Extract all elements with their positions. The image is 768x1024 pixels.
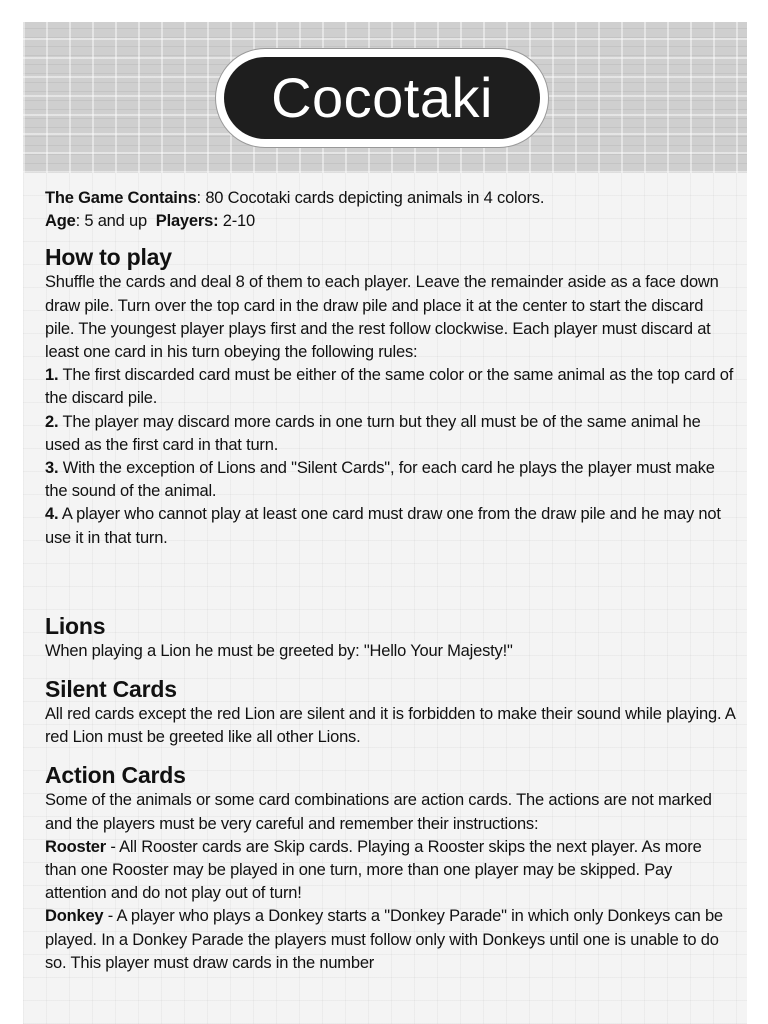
action-card-name: Rooster xyxy=(45,837,106,856)
action-cards-heading: Action Cards xyxy=(45,762,186,789)
silent-cards-heading: Silent Cards xyxy=(45,676,177,703)
rule-number: 3. xyxy=(45,459,59,478)
rules-content xyxy=(45,187,735,975)
lions-heading: Lions xyxy=(45,612,106,639)
players-text: 2-10 xyxy=(218,212,255,231)
rule-item xyxy=(45,411,735,457)
rule-number: 1. xyxy=(45,366,59,385)
rule-text: The first discarded card must be either of the same color or the same animal as the top card of the discard pile. xyxy=(45,366,734,408)
silent-cards-text: All red cards except the red Lion are silent and it is forbidden to make their sound while playing. A red Lion must be greeted like all other Lions. xyxy=(45,705,735,747)
action-card-name: Donkey xyxy=(45,907,104,926)
rule-number: 4. xyxy=(45,505,59,524)
rule-text: With the exception of Lions and "Silent Cards", for each card he plays the player must make the sound of the animal. xyxy=(45,459,715,501)
age-players-line xyxy=(45,210,735,233)
rule-text: A player who cannot play at least one card must draw one from the draw pile and he may not use it in that turn. xyxy=(45,505,721,547)
action-card-item xyxy=(45,905,735,975)
lions-text: When playing a Lion he must be greeted by: "Hello Your Majesty!" xyxy=(45,641,513,660)
action-card-text: - All Rooster cards are Skip cards. Playing a Rooster skips the next player. As more than one Rooster may be played in one turn, more than one player may be skipped. Pay attention and do not play out of turn! xyxy=(45,837,702,903)
age-text: : 5 and up xyxy=(75,212,147,231)
rule-item xyxy=(45,457,735,503)
rule-text: The player may discard more cards in one turn but they all must be of the same animal he used as the first card in that turn. xyxy=(45,412,701,454)
players-label: Players: xyxy=(155,212,219,231)
page-title: Cocotaki xyxy=(271,66,493,129)
how-to-play-heading: How to play xyxy=(45,244,172,271)
rule-item xyxy=(45,503,735,549)
age-label: Age xyxy=(45,212,76,231)
game-contains-label: The Game Contains xyxy=(45,189,197,207)
title-logo-pill xyxy=(224,57,540,139)
action-cards-intro: Some of the animals or some card combinations are action cards. The actions are not marked and the players must be very careful and remember their instructions: xyxy=(45,791,712,833)
rule-number: 2. xyxy=(45,412,59,431)
action-card-item xyxy=(45,836,735,906)
title-logo xyxy=(216,49,548,147)
game-contains-text: : 80 Cocotaki cards depicting animals in 4 colors. xyxy=(196,189,545,207)
rule-item xyxy=(45,364,735,410)
rules-page xyxy=(23,22,747,1024)
action-card-text: - A player who plays a Donkey starts a "Donkey Parade" in which only Donkeys can be played. In a Donkey Parade the players must follow only with Donkeys until one is unable to do so. This player must draw cards in the number xyxy=(45,907,723,972)
how-to-play-paragraph: Shuffle the cards and deal 8 of them to each player. Leave the remainder aside as a face down draw pile. Turn over the top card in the draw pile and place it at the center to start the discard pile. The youngest player plays first and the rest follow clockwise. Each player must discard at least one card in his turn obeying the following rules: xyxy=(45,273,719,362)
game-contains-line xyxy=(45,187,735,210)
header-banner xyxy=(23,22,747,173)
